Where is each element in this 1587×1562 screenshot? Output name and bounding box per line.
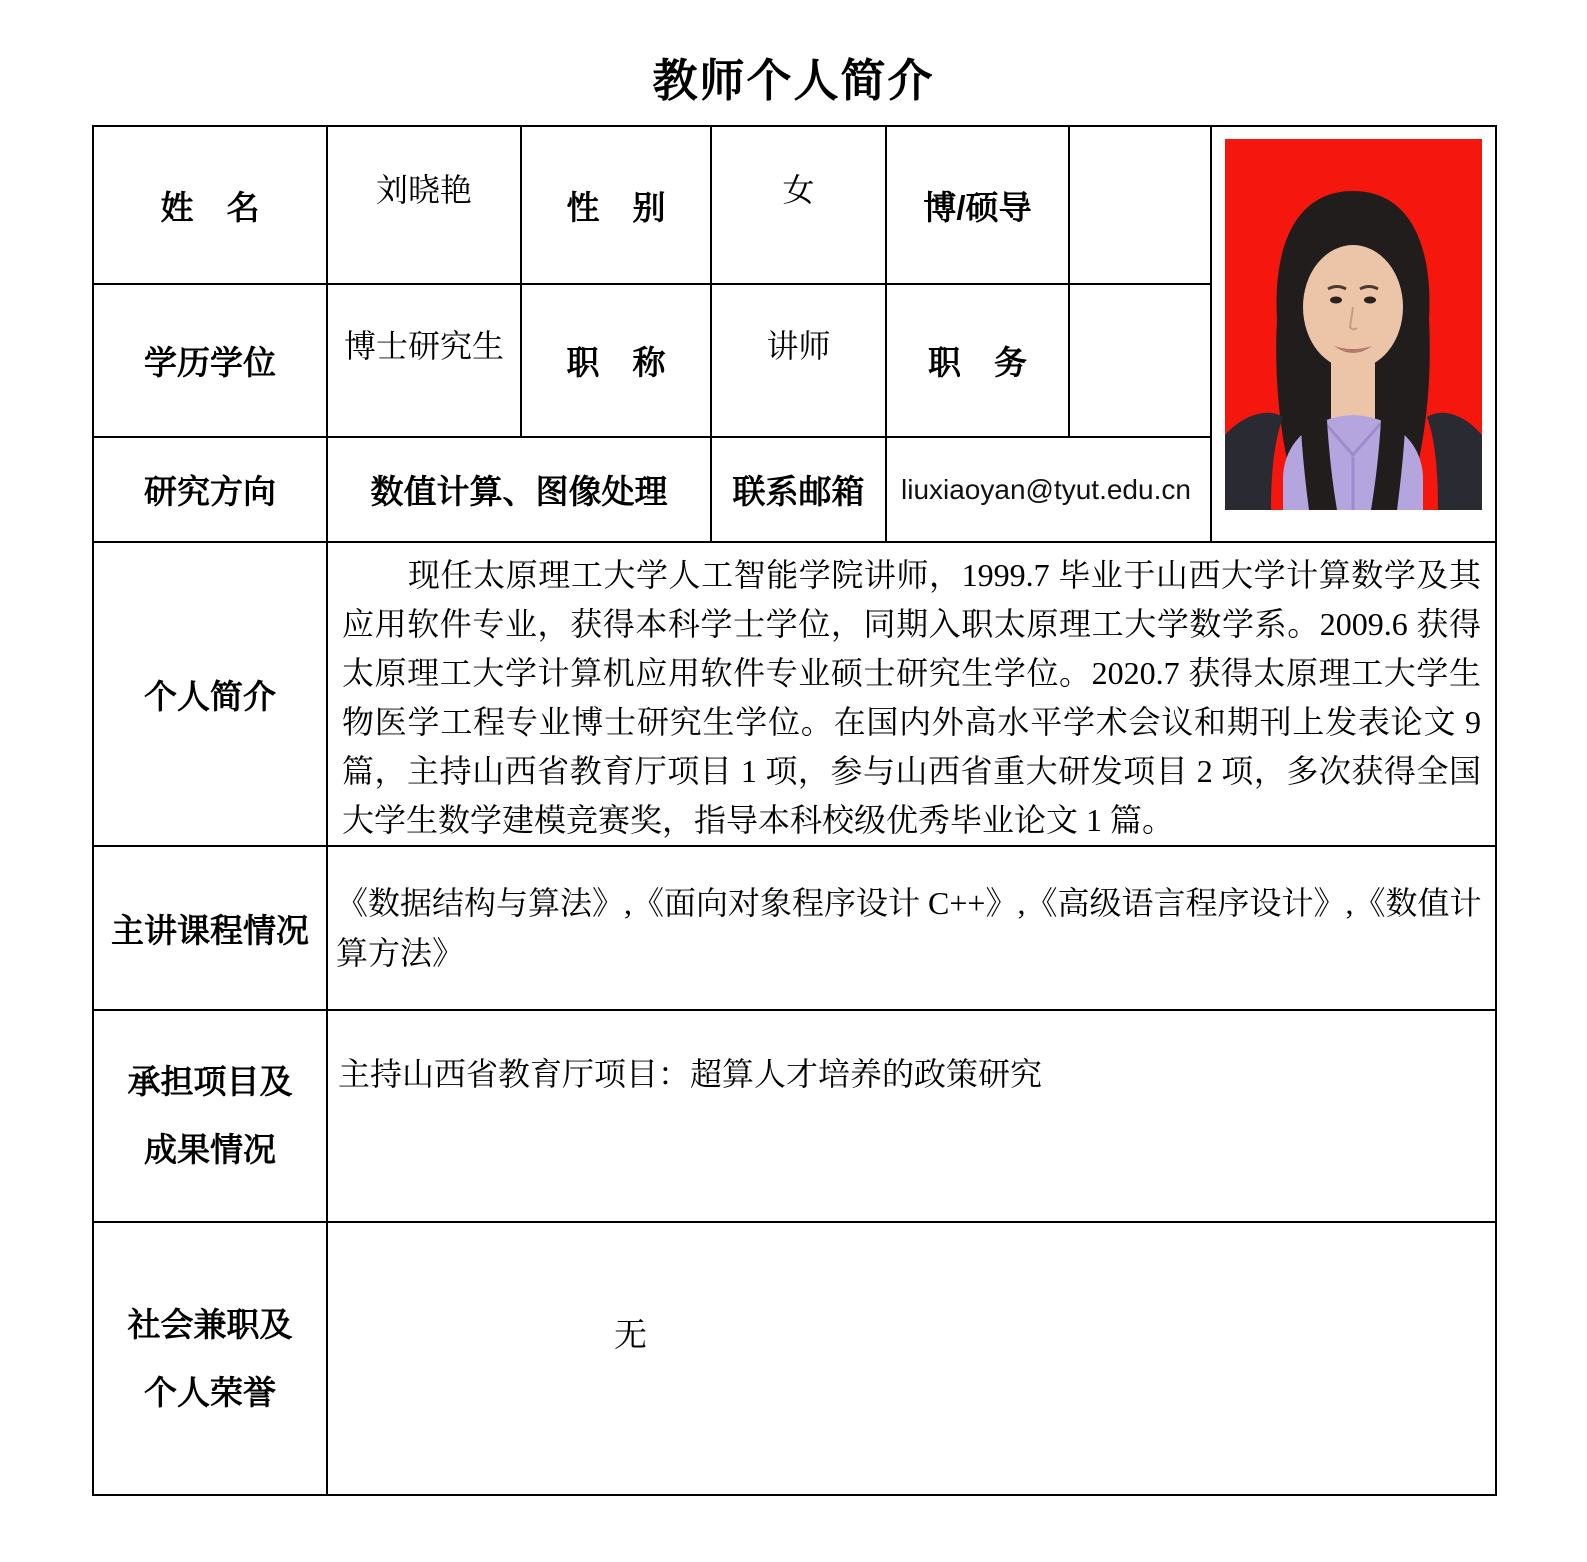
title-label: 职 称: [566, 344, 666, 381]
social-label-line1: 社会兼职及: [127, 1305, 293, 1343]
projects-label-line2: 成果情况: [144, 1131, 276, 1168]
email-label: 联系邮箱: [732, 473, 865, 510]
projects-label-cell: [93, 1010, 327, 1222]
duty-label: 职 务: [928, 344, 1027, 381]
social-label-cell: [93, 1222, 327, 1495]
education-value: 博士研究生: [343, 327, 504, 364]
duty-label-cell: [886, 284, 1069, 437]
bio-label: 个人简介: [144, 677, 276, 715]
title-value: 讲师: [766, 327, 831, 364]
projects-text: 主持山西省教育厅项目：超算人才培养的政策研究: [338, 1056, 1043, 1092]
gender-value: 女: [782, 172, 815, 208]
bio-label-cell: [93, 542, 327, 846]
teacher-profile-table: [92, 125, 1497, 1496]
education-label-cell: [93, 284, 327, 437]
title-label-cell: [521, 284, 711, 437]
gender-label: 性 别: [566, 188, 666, 226]
courses-label: 主讲课程情况: [111, 911, 309, 949]
name-label: 姓 名: [160, 188, 260, 226]
duty-value-cell: [1069, 284, 1211, 437]
title-value-cell: [711, 284, 886, 437]
name-value: 刘晓艳: [375, 172, 472, 208]
courses-text: 《数据结构与算法》,《面向对象程序设计 C++》,《高级语言程序设计》,《数值计算方法》: [336, 885, 1482, 971]
education-value-cell: [327, 284, 521, 437]
email-label-cell: [711, 437, 886, 542]
gender-value-cell: [711, 126, 886, 284]
social-label-line2: 个人荣誉: [144, 1373, 276, 1411]
research-label: 研究方向: [144, 473, 276, 510]
courses-label-cell: [93, 846, 327, 1010]
education-label: 学历学位: [144, 344, 276, 381]
social-value-cell: [327, 1222, 1496, 1495]
name-label-cell: [93, 126, 327, 284]
supervisor-label: 博/硕导: [923, 188, 1032, 226]
email-value-cell: [886, 437, 1211, 542]
projects-label-line1: 承担项目及: [127, 1063, 293, 1100]
research-value-cell: [327, 437, 711, 542]
eye-left: [1330, 297, 1342, 304]
photo-cell: [1211, 126, 1496, 542]
courses-value-cell: [327, 846, 1496, 1010]
email-value: liuxiaoyan@tyut.edu.cn: [901, 473, 1191, 505]
bio-value-cell: [327, 542, 1496, 846]
research-label-cell: [93, 437, 327, 542]
supervisor-label-cell: [886, 126, 1069, 284]
page-title: 教师个人简介: [652, 55, 935, 106]
teacher-photo: [1225, 139, 1482, 510]
name-value-cell: [327, 126, 521, 284]
gender-label-cell: [521, 126, 711, 284]
projects-value-cell: [327, 1010, 1496, 1222]
bio-text: 现任太原理工大学人工智能学院讲师，1999.7 毕业于山西大学计算数学及其应用软件专业，获得本科学士学位，同期入职太原理工大学数学系。2009.6 获得太原理工大学计算机应用软件专业硕士研究生学位。2020.7 获得太原理工大学生物医学工程专业博士研究生学位。在国内外高水平学术会议和期刊上发表论文 9 篇，主持山西省教育厅项目 1 项，参与山西省重大研发项目 2 项，多次获得全国大学生数学建模竞赛奖，指导本科校级优秀毕业论文 1 篇。: [342, 557, 1481, 838]
teacher-photo-image: [1225, 139, 1482, 510]
eye-right: [1364, 297, 1376, 304]
research-value: 数值计算、图像处理: [370, 473, 668, 510]
social-text: 无: [614, 1318, 647, 1354]
supervisor-value-cell: [1069, 126, 1211, 284]
